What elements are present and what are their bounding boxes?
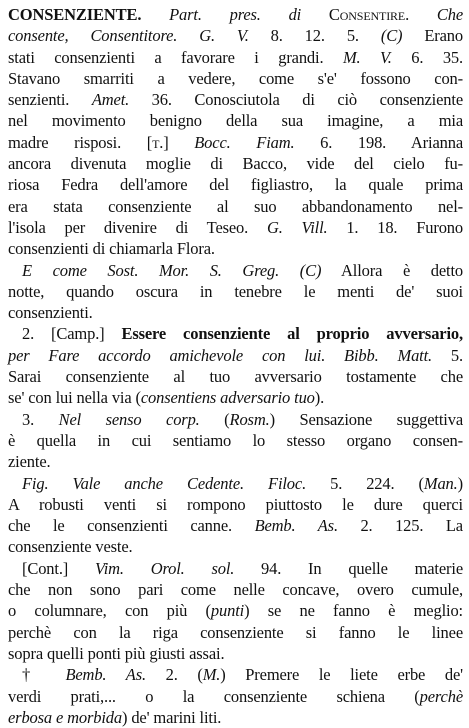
text-line: verdi prati,... o la consenziente schiena (perchè: [8, 686, 463, 706]
citation: Bemb. As.: [254, 516, 338, 536]
text-line: Fig. Vale anche Cedente. Filoc. 5. 224. (Man.): [22, 473, 463, 493]
text-line: 3. Nel senso corp. (Rosm.) Sensazione suggettiva: [22, 409, 464, 429]
text-line: nel movimento benigno della sua imagine, a mia: [8, 111, 463, 131]
text-line: l'isola per divenire di Teseo. G. Vill. 1. 18. Furono: [8, 217, 463, 237]
text-line: notte, quando oscura in tenebre le menti de' suoi: [8, 281, 463, 301]
text-line: che le consenzienti canne. Bemb. As. 2. 125. La: [8, 516, 463, 536]
text-line: CONSENZIENTE. Part. pres. di Consentire. Che: [8, 5, 463, 24]
source-marker: M.: [202, 665, 221, 685]
text-line: se' con lui nella via (consentiens adversario tuo).: [8, 388, 325, 408]
text-line: consente, Consentitore. G. V. 8. 12. 5. (C) Erano: [8, 26, 463, 46]
dagger-mark: †: [22, 665, 66, 685]
text-line: riosa Fedra dell'amore del figliastro, la quale prima: [8, 175, 463, 195]
citation: Vim. Orol. sol.: [94, 558, 235, 578]
source-marker: (C): [299, 260, 322, 280]
sense-label: E come Sost. Mor. S. Greg.: [22, 260, 280, 280]
text-line: consenzienti di chiamarla Flora.: [8, 239, 215, 259]
headword: CONSENZIENTE.: [8, 5, 142, 24]
sense-number: 3.: [22, 409, 59, 429]
grammar-note: Part. pres. di: [169, 5, 302, 24]
sense-label: Nel senso corp.: [58, 409, 200, 429]
text-line: Stavano smarriti a vedere, come s'e' fossono con-: [8, 68, 463, 88]
entry-sense-sost: [8, 260, 463, 324]
entry-sense-3: [8, 409, 463, 473]
sense-gloss: per Fare accordo amichevole con lui. Bibb. Matt.: [8, 345, 433, 365]
sense-phrase: Essere consenziente al proprio avversario,: [121, 324, 463, 344]
text-line: o columnare, con più (punti) se ne fanno è meglio:: [8, 601, 463, 621]
entry-sense-obsolete: [8, 664, 463, 728]
text-line: stati consenzienti a favorare i grandi. M. V. 6. 35.: [8, 47, 464, 67]
citation: M. V.: [342, 47, 392, 67]
citation: Bemb. As.: [65, 665, 146, 685]
sense-number: 2. [Camp.]: [22, 324, 122, 344]
source-marker: Man.: [423, 473, 458, 493]
latin-quote: consentiens adversario tuo: [140, 388, 315, 408]
text-line: Sarai consenziente al tuo avversario tostamente che: [8, 367, 463, 387]
text-line: era stata consenziente al suo abbandonamento nel-: [8, 196, 463, 216]
text-line: madre risposi. [t.] Bocc. Fiam. 6. 198. Arianna: [8, 132, 463, 152]
text-line: ancora divenuta moglie di Bacco, vide del cielo fu-: [8, 154, 463, 174]
text-line: consenziente veste.: [8, 537, 133, 557]
text-line: [Cont.] Vim. Orol. sol. 94. In quelle materie: [22, 558, 463, 578]
text-line: E come Sost. Mor. S. Greg. (C) Allora è detto: [22, 260, 464, 280]
text-line: perchè con la riga consenziente si fanno le linee: [8, 622, 463, 642]
source-marker: Rosm.: [229, 409, 270, 429]
citation: G. Vill.: [266, 217, 328, 237]
text-line: [8, 323, 463, 344]
entry-sense-2: [8, 323, 463, 408]
source-marker: (C): [380, 26, 403, 46]
cross-reference: Consentire.: [328, 5, 410, 24]
text-line: senzienti. Amet. 36. Conosciutola di ciò consenziente: [8, 90, 463, 110]
text-line: sopra quelli ponti più giusti assai.: [8, 643, 225, 663]
citation: Amet.: [91, 90, 130, 110]
text-line: † Bemb. As. 2. (M.) Premere le liete erbe de': [22, 665, 463, 685]
text-line: che non sono pari come nelle concave, overo cumule,: [8, 580, 463, 600]
text-line: per Fare accordo amichevole con lui. Bibb. Matt. 5.: [8, 345, 463, 365]
sense-label: Fig. Vale anche Cedente. Filoc.: [22, 473, 307, 493]
entry-sense-fig: [8, 473, 463, 558]
entry-definition: [8, 4, 463, 260]
text-line: è quella in cui sentiamo lo stesso organo consen-: [8, 430, 463, 450]
text-line: ziente.: [8, 452, 51, 472]
text-line: A robusti venti si rompono piuttosto le dure querci: [8, 494, 463, 514]
text-line: erbosa e morbida) de' marini liti.: [8, 707, 222, 727]
entry-sense-cont: [8, 558, 463, 664]
citation: Bocc. Fiam.: [194, 132, 295, 152]
text-line: consenzienti.: [8, 303, 93, 323]
